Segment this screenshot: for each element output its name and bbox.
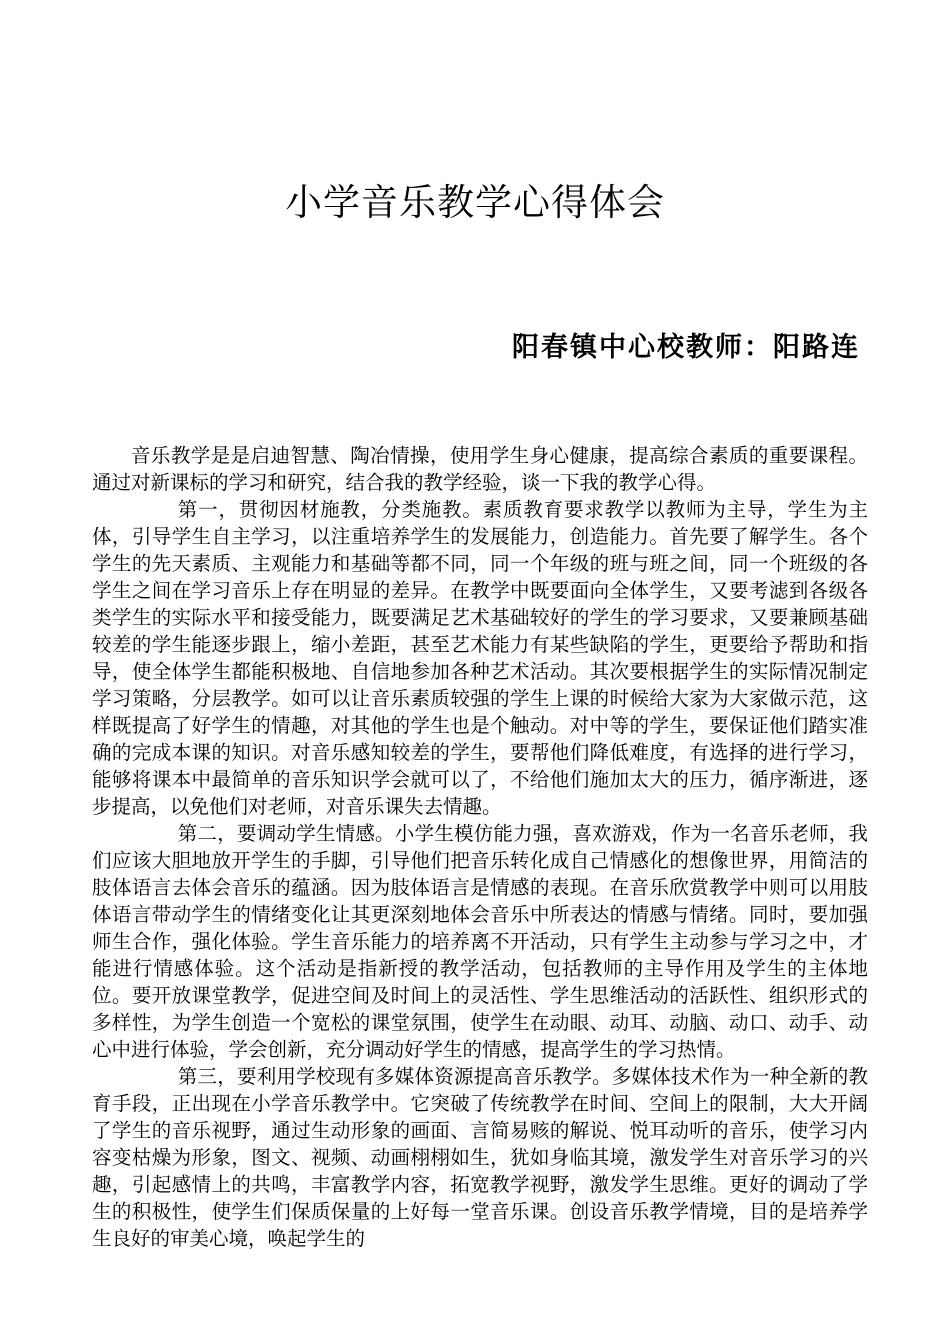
- paragraph-intro: 音乐教学是是启迪智慧、陶冶情操，使用学生身心健康，提高综合素质的重要课程。通过对新课标的学习和研究，结合我的教学经验，谈一下我的教学心得。: [92, 444, 868, 494]
- author-line: 阳春镇中心校教师：阳路连: [512, 332, 860, 363]
- paragraph-second-point: 第二，要调动学生情感。小学生模仿能力强，喜欢游戏，作为一名音乐老师，我们应该大胆地放开学生的手脚，引导他们把音乐转化成自己情感化的想像世界，用简洁的肢体语言去体会音乐的蕴涵。因为肢体语言是情感的表现。在音乐欣赏教学中则可以用肢体语言带动学生的情绪变化让其更深刻地体会音乐中所表达的情感与情绪。同时，要加强师生合作，强化体验。学生音乐能力的培养离不开活动，只有学生主动参与学习之中，才能进行情感体验。这个活动是指新授的教学活动，包括教师的主导作用及学生的主体地位。要开放课堂教学，促进空间及时间上的灵活性、学生思维活动的活跃性、组织形式的多样性，为学生创造一个宽松的课堂氛围，使学生在动眼、动耳、动脑、动口、动手、动心中进行体验，学会创新，充分调动好学生的情感，提高学生的学习热情。: [92, 822, 868, 1061]
- document-title: 小学音乐教学心得体会: [285, 181, 665, 224]
- paragraph-third-point: 第三，要利用学校现有多媒体资源提高音乐教学。多媒体技术作为一种全新的教育手段，正出现在小学音乐教学中。它突破了传统教学在时间、空间上的限制，大大开阔了学生的音乐视野，通过生动形象的画面、言简易赅的解说、悦耳动听的音乐，使学习内容变枯燥为形象，图文、视频、动画栩栩如生，犹如身临其境，激发学生对音乐学习的兴趣，引起感情上的共鸣，丰富教学内容，拓宽教学视野，激发学生思维。更好的调动了学生的积极性，使学生们保质保量的上好每一堂音乐课。创设音乐教学情境，目的是培养学生良好的审美心境，唤起学生的: [92, 1065, 868, 1250]
- document-body: [92, 442, 868, 1342]
- paragraph-first-point: 第一，贯彻因材施教，分类施教。素质教育要求教学以教师为主导，学生为主体，引导学生自主学习，以注重培养学生的发展能力，创造能力。首先要了解学生。各个学生的先天素质、主观能力和基础等都不同，同一个年级的班与班之间，同一个班级的各学生之间在学习音乐上存在明显的差异。在教学中既要面向全体学生，又要考滤到各级各类学生的实际水平和接受能力，既要满足艺术基础较好的学生的学习要求，又要兼顾基础较差的学生能逐步跟上，缩小差距，甚至艺术能力有某些缺陷的学生，更要给予帮助和指导，使全体学生都能积极地、自信地参加各种艺术活动。其次要根据学生的实际情况制定学习策略，分层教学。如可以让音乐素质较强的学生上课的时候给大家为大家做示范，这样既提高了好学生的情趣，对其他的学生也是个触动。对中等的学生，要保证他们踏实准确的完成本课的知识。对音乐感知较差的学生，要帮他们降低难度，有选择的进行学习，能够将课本中最简单的音乐知识学会就可以了，不给他们施加太大的压力，循序渐进，逐步提高，以免他们对老师，对音乐课失去情趣。: [92, 498, 868, 818]
